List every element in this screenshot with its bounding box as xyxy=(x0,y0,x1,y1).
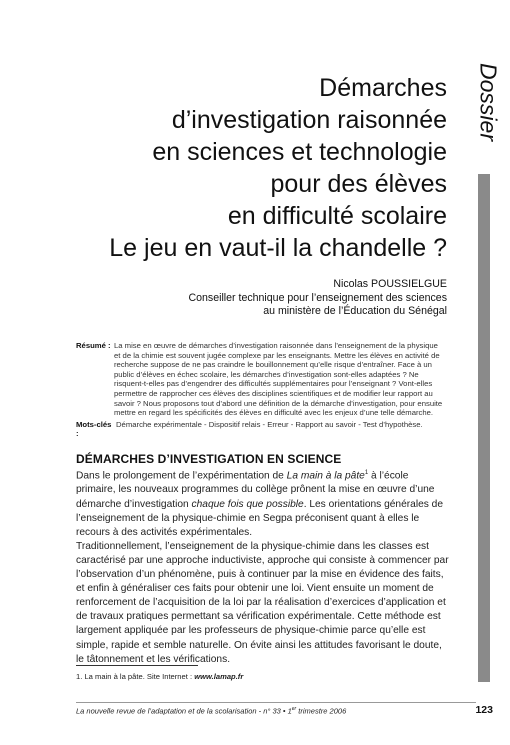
side-bar xyxy=(478,174,490,682)
footer-sup: er xyxy=(291,706,297,712)
section-label-text: Dossier xyxy=(475,63,502,141)
paragraph-1 xyxy=(76,466,450,540)
paragraph-2: Traditionnellement, l’enseignement de la physique-chimie dans les classes est caractérisé par une approche inductiviste, approche qui consiste à commencer par l’observation d’un phénomène, puis à continuer par la mise en évidence des faits, et enfin à généraliser ces faits pour obtenir une loi. Vient ensuite un moment de renforcement de l’acquisition de la loi par la réalisation d’exercices d’application et de travaux pratiques permettant sa vérification expérimentale. Cette méthode est largement appliquée par les professeurs de physique-chimie parce qu’elle est simple, rapide et semble naturelle. On évite ainsi les attitudes favorisant le doute, le tâtonnement et les vérifications. xyxy=(76,540,449,665)
title-line: pour des élèves xyxy=(270,170,447,198)
paragraph-text: . Les orientations générales de l’enseignement de la physique-chimie en Segpa préconisent quant à elles le recours à des activités expérimentales. xyxy=(76,498,444,538)
page-number: 123 xyxy=(475,704,493,716)
italic-text: La main à la pâte xyxy=(286,470,365,482)
footnote-text: 1. La main à la pâte. Site Internet : xyxy=(76,672,195,681)
paragraph-text: Dans le prolongement de l’expérimentation de xyxy=(76,470,287,482)
footer-text: La nouvelle revue de l’adaptation et de la scolarisation - n° 33 • 1 xyxy=(76,706,292,716)
article-title xyxy=(109,72,447,264)
keywords-text: Démarche expérimentale - Dispositif relais - Erreur - Rapport au savoir - Test d’hypothèse. xyxy=(116,419,423,429)
title-line: en sciences et technologie xyxy=(152,138,447,166)
title-line: Démarches xyxy=(319,74,447,102)
footnote-ref: 1 xyxy=(364,470,369,476)
keywords-label: Mots-clés : xyxy=(76,419,112,439)
title-line: d’investigation raisonnée xyxy=(171,106,447,134)
running-footer xyxy=(76,706,346,716)
abstract-label: Résumé : xyxy=(76,341,111,350)
italic-text: chaque fois que possible xyxy=(191,498,304,510)
abstract xyxy=(76,341,446,439)
author-affiliation: au ministère de l’Éducation du Sénégal xyxy=(263,305,447,317)
author-role: Conseiller technique pour l’enseignement des sciences xyxy=(188,292,447,304)
footer-text: trimestre 2006 xyxy=(296,706,347,716)
abstract-text: La mise en œuvre de démarches d’investigation raisonnée dans l’enseignement de la physique et de la chimie est souvent jugée complexe par les enseignants. Mettre les élèves en activité de recherche suppose de ne pas craindre le bouillonnement qu’elle risque d’entraîner. Face à un public d’élèves en échec scolaire, les démarches d’investigation sont-elles adaptées ? Ne risquent-t-elles pas d’engendrer des difficultés supplémentaires pour l’enseignant ? Vont-elles permettre de rapprocher ces élèves des disciplines scientifiques et de modifier leur rapport au savoir ? Nous proposons tout d’abord une définition de la démarche d’investigation, pour ensuite mettre en regard les spécificités des élèves en difficulté avec les enjeux d’une telle démarche. xyxy=(114,341,443,418)
footer-rule xyxy=(76,702,476,703)
author-block xyxy=(188,278,447,318)
section-label xyxy=(468,52,508,152)
footnote-rule xyxy=(76,665,198,666)
footnote xyxy=(76,672,243,681)
section-heading: DÉMARCHES D’INVESTIGATION EN SCIENCE xyxy=(76,452,342,466)
author-name xyxy=(188,278,447,291)
author-last-name: POUSSIELGUE xyxy=(371,278,447,290)
footnote-link[interactable]: www.lamap.fr xyxy=(194,672,244,681)
article-body xyxy=(76,466,450,667)
title-line: en difficulté scolaire xyxy=(227,202,447,230)
paragraph-text: à l’école primaire, les nouveaux programmes du collège prônent la mise en œuvre d’une démarche d’investigation xyxy=(76,470,435,510)
author-first-name: Nicolas xyxy=(333,278,369,290)
title-line: Le jeu en vaut-il la chandelle ? xyxy=(109,234,447,262)
